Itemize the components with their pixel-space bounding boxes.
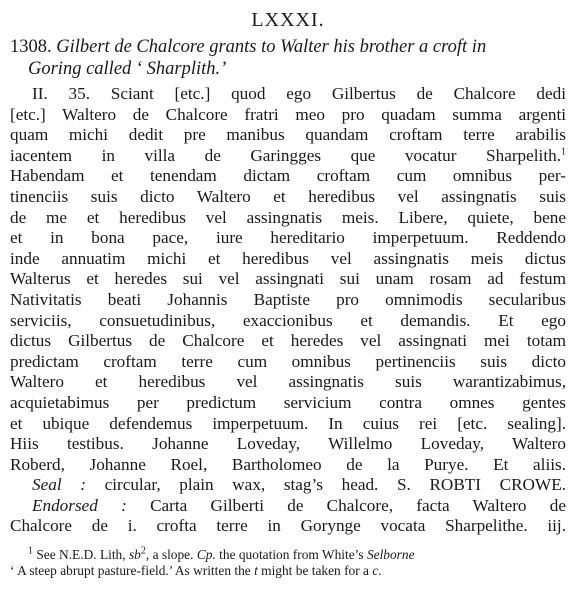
charter-body xyxy=(10,84,566,537)
seal-text: circular, plain wax, stag’s head. S. ROBTI CROWE. xyxy=(85,475,566,495)
seal-label: Seal : xyxy=(32,475,86,495)
body-line: [etc.] Waltero de Chalcore fratri meo pro quadam summa argenti xyxy=(10,104,566,124)
body-line: Roberd, Johanne Roel, Bartholomeo de la Purye. Et aliis. xyxy=(10,454,566,474)
body-line: Habendam et tenendam dictam croftam cum omnibus per- xyxy=(10,166,566,186)
footnote-text: ‘ A steep abrupt pasture-field.’ As written the xyxy=(10,563,255,579)
footnote-line-2 xyxy=(10,563,566,579)
heading-text-line2: Goring called ‘ Sharplith.’ xyxy=(28,59,227,79)
body-line-text: iacentem in villa de Garingges que vocatur Sharpelith. xyxy=(10,145,561,165)
footnote-text: Cp. xyxy=(196,547,216,563)
body-line: Waltero et heredibus vel assingnatis suis warantizabimus, xyxy=(10,372,566,392)
body-line: acquietabimus per predictum servicium contra omnes gentes xyxy=(10,392,566,412)
endorsed-line xyxy=(10,496,566,517)
footnote-text: Selborne xyxy=(366,547,415,563)
body-line: II. 35. Sciant [etc.] quod ego Gilbertus de Chalcore dedi xyxy=(32,84,566,103)
body-line: predictam croftam terre cum omnibus pertinenciis suis dicto xyxy=(10,351,566,371)
footnote-text: . xyxy=(378,563,382,579)
footnote-text: t xyxy=(254,563,258,579)
body-line: et ubique defendemus imperpetuum. In cuius rei [etc. sealing]. xyxy=(10,413,566,433)
footnote xyxy=(10,547,566,579)
footnote-text: , a slope. xyxy=(145,547,197,563)
body-line: dictus Gilbertus de Chalcore et heredes vel assingnati mei totam xyxy=(10,331,566,351)
body-line: Nativitatis beati Johannis Baptiste pro omnimodis secularibus xyxy=(10,289,566,309)
body-line: et in bona pace, iure hereditario imperpetuum. Reddendo xyxy=(10,228,566,248)
charter-number: LXXXI. xyxy=(251,9,325,31)
endorsed-label: Endorsed : xyxy=(32,495,127,515)
footnote-text: c xyxy=(372,563,379,579)
body-line: Hiis testibus. Johanne Loveday, Willelmo Loveday, Waltero xyxy=(10,434,566,454)
seal-line xyxy=(10,475,566,496)
body-line: inde annuatim michi et heredibus vel assingnatis meis dictus xyxy=(10,248,566,268)
heading-year: 1308. xyxy=(10,37,52,57)
endorsed-line-2: Chalcore de i. crofta terre in Gorynge vocata Sharpelithe. iij. xyxy=(10,516,566,536)
heading-text-line1: Gilbert de Chalcore grants to Walter his brother a croft in xyxy=(56,37,487,57)
charter-heading xyxy=(10,36,566,80)
footnote-reference: 1 xyxy=(561,146,566,158)
footnote-text: See N.E.D. Lith, xyxy=(33,547,129,563)
footnote-line-1 xyxy=(10,547,566,563)
body-line-with-footnote xyxy=(10,146,566,167)
endorsed-text: Carta Gilberti de Chalcore, facta Waltero de xyxy=(126,495,566,515)
footnote-text: sb xyxy=(128,547,141,563)
body-line: tinenciis suis dicto Waltero et heredibus vel assingnatis suis xyxy=(10,186,566,206)
footnote-text: might be taken for a xyxy=(257,563,373,579)
footnote-marker: 1 xyxy=(28,545,33,557)
body-line: Walterus et heredes sui vel assingnati sui unam rosam ad festum xyxy=(10,269,566,289)
body-line: serviciis, consuetudinibus, exaccionibus et demandis. Et ego xyxy=(10,310,566,330)
footnote-superscript: 2 xyxy=(140,545,146,557)
footnote-text: the quotation from White’s xyxy=(215,547,367,563)
body-line: de me et heredibus vel assingnatis meis. Libere, quiete, bene xyxy=(10,207,566,227)
body-line: quam michi dedit pre manibus quandam croftam terre arabilis xyxy=(10,125,566,145)
